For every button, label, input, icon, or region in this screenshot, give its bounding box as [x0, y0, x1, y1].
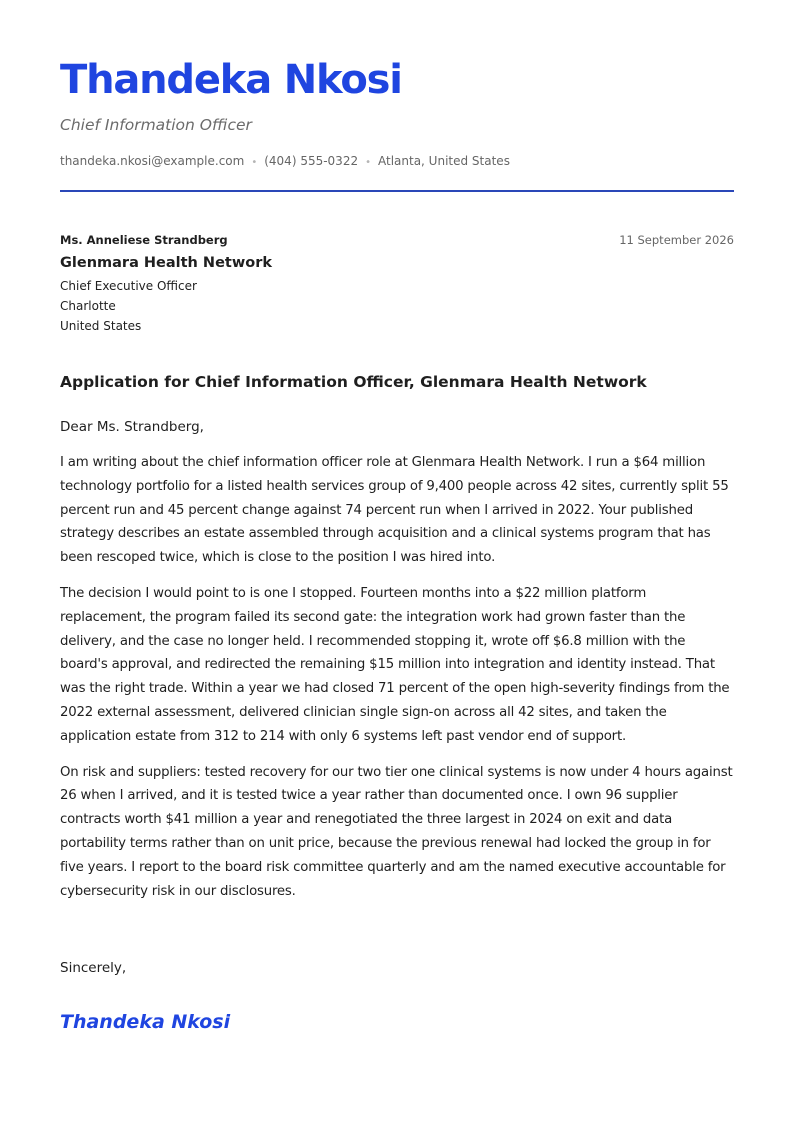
sender-location: Atlanta, United States [378, 154, 510, 168]
body-paragraph: I am writing about the chief information officer role at Glenmara Health Network. I run a $64 million technology portfolio for a listed health services group of 9,400 people across 42 sites, currently split 55 percent run and 45 percent change against 74 percent run when I arrived in 2022. Your published strategy describes an estate assembled through acquisition and a clinical systems program that has been rescoped twice, which is close to the position I was hired into. [60, 455, 729, 566]
letter-body [60, 451, 734, 915]
closing: Sincerely, [60, 960, 127, 976]
contact-separator: • [251, 157, 258, 168]
recipient-role: Chief Executive Officer [60, 279, 197, 293]
salutation: Dear Ms. Strandberg, [60, 419, 204, 435]
recipient-city: Charlotte [60, 299, 116, 313]
sender-title: Chief Information Officer [60, 116, 252, 134]
letter-subject: Application for Chief Information Officer, Glenmara Health Network [60, 373, 647, 391]
header-divider [60, 190, 734, 192]
contact-separator: • [365, 157, 371, 168]
recipient-country: United States [60, 319, 142, 333]
body-paragraph: The decision I would point to is one I stopped. Fourteen months into a $22 million platform replacement, the program failed its second gate: the integration work had grown faster than the delivery, and the case no longer held. I recommended stopping it, wrote off $6.8 million with the board's approval, and redirected the remaining $15 million into integration and identity instead. That was the right trade. Within a year we had closed 71 percent of the open high-severity findings from the 2022 external assessment, delivered clinician single sign-on across all 42 sites, and taken the application estate from 312 to 214 with only 6 systems left past vendor end of support. [60, 585, 730, 744]
signature: Thandeka Nkosi [60, 1011, 231, 1033]
letter-date: 11 September 2026 [619, 233, 734, 247]
recipient-organization: Glenmara Health Network [60, 255, 272, 271]
body-paragraph: On risk and suppliers: tested recovery for our two tier one clinical systems is now under 4 hours against 26 when I arrived, and it is tested twice a year rather than documented once. I own 96 supplier contracts worth $41 million a year and renegotiated the three largest in 2024 on exit and data portability terms rather than on unit price, because the previous renewal had locked the group in for five years. I report to the board risk committee quarterly and am the named executive accountable for cybersecurity risk in our disclosures. [60, 764, 733, 899]
sender-email: thandeka.nkosi@example.com [60, 154, 245, 168]
sender-name: Thandeka Nkosi [60, 57, 402, 103]
sender-phone: (404) 555-0322 [264, 154, 359, 168]
recipient-name: Ms. Anneliese Strandberg [60, 233, 228, 247]
contact-line [60, 152, 510, 172]
